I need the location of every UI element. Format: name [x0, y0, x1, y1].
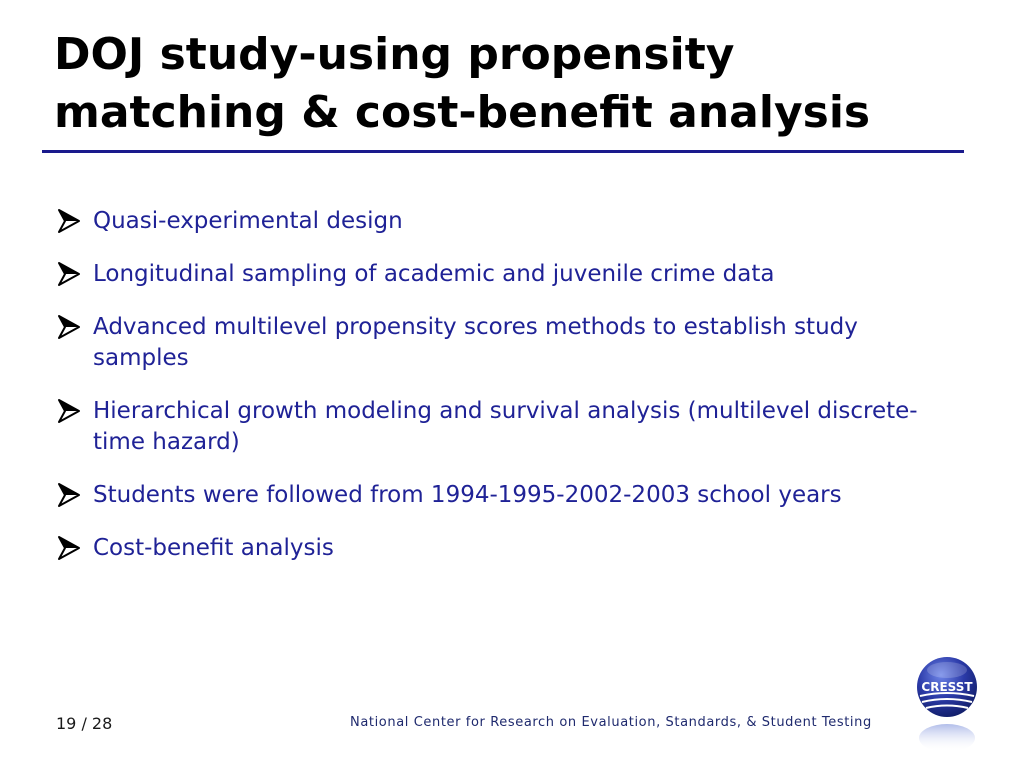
bullet-item — [56, 533, 956, 564]
bullet-item — [56, 259, 956, 290]
slide-title-line-1: DOJ study-using propensity — [54, 29, 735, 80]
bullet-item — [56, 312, 956, 374]
bullet-item — [56, 206, 956, 237]
logo-text: CRESST — [921, 680, 973, 694]
arrow-bullet-icon — [56, 207, 82, 235]
organization-name: National Center for Research on Evaluation, Standards, & Student Testing — [350, 715, 872, 730]
bullet-item — [56, 396, 956, 458]
bullet-item — [56, 480, 956, 511]
bullet-list — [56, 206, 956, 586]
arrow-bullet-icon — [56, 313, 82, 341]
arrow-bullet-icon — [56, 534, 82, 562]
arrow-bullet-icon — [56, 481, 82, 509]
slide-title — [54, 26, 974, 142]
slide-title-line-2: matching & cost-benefit analysis — [54, 87, 871, 138]
bullet-text: Cost-benefit analysis — [93, 535, 334, 561]
bullet-text: Quasi-experimental design — [93, 208, 403, 234]
bullet-text: Advanced multilevel propensity scores methods to establish study samples — [93, 314, 858, 371]
arrow-bullet-icon — [56, 397, 82, 425]
title-underline — [42, 150, 964, 153]
bullet-text: Hierarchical growth modeling and survival analysis (multilevel discrete-time hazard) — [93, 398, 918, 455]
cresst-logo — [912, 654, 982, 754]
bullet-text: Longitudinal sampling of academic and juvenile crime data — [93, 261, 775, 287]
bullet-text: Students were followed from 1994-1995-2002-2003 school years — [93, 482, 842, 508]
page-number: 19 / 28 — [56, 714, 113, 733]
arrow-bullet-icon — [56, 260, 82, 288]
